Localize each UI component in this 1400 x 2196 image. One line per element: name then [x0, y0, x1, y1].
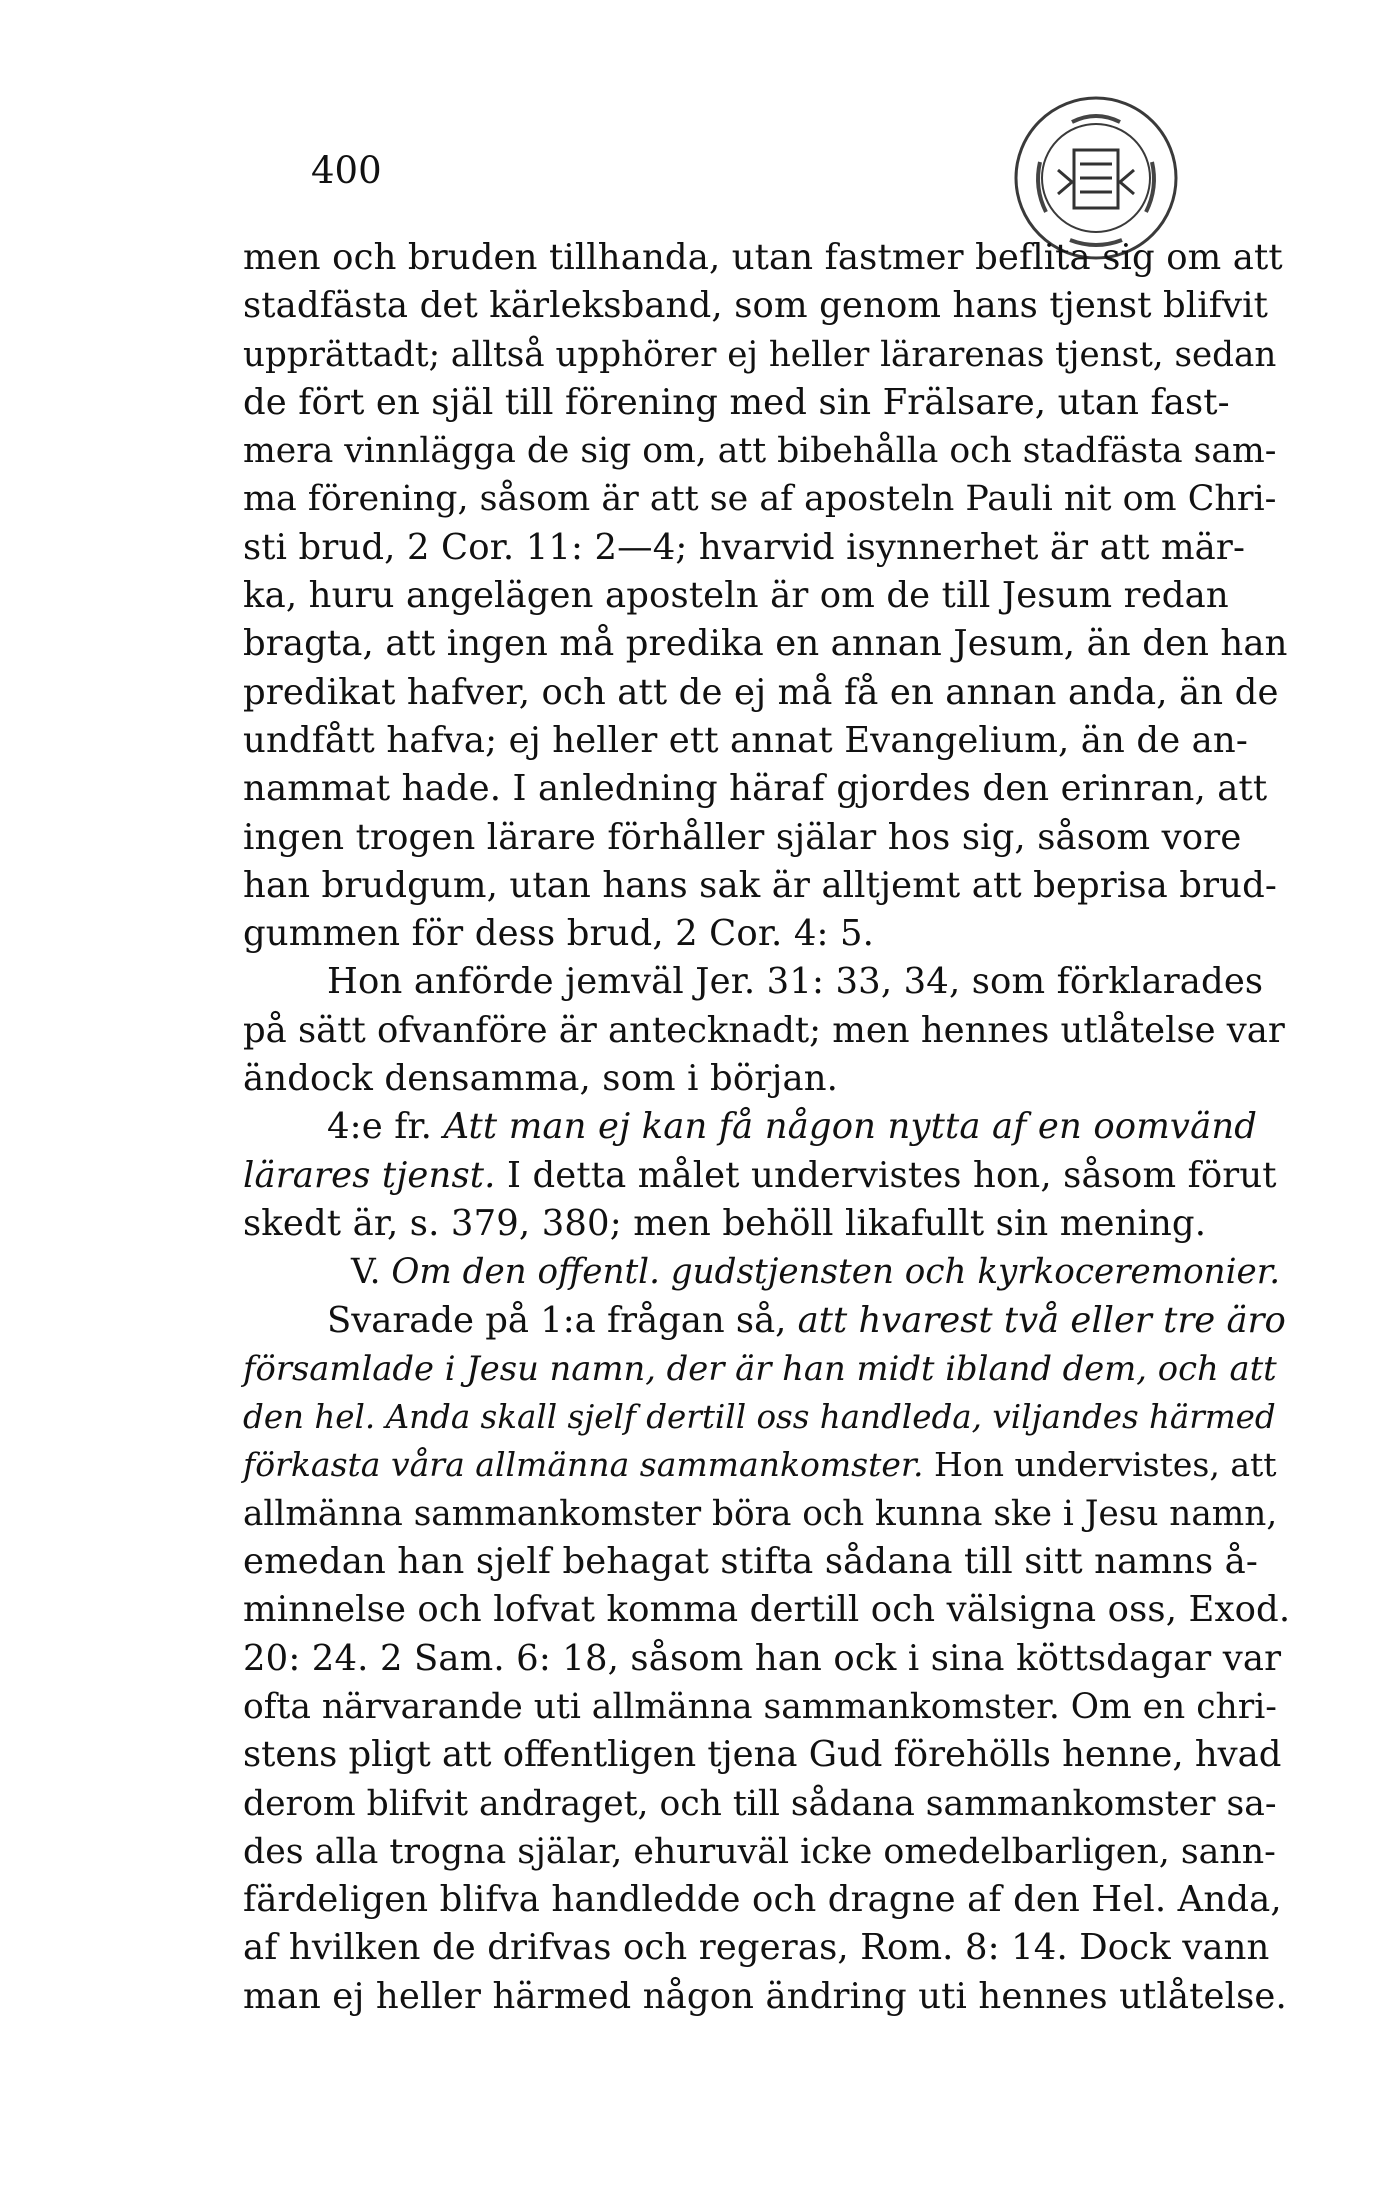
text-line: af hvilken de drifvas och regeras, Rom. 8: 14. Dock vann	[243, 1927, 1270, 1969]
page-number: 400	[311, 149, 382, 192]
text-line	[243, 1297, 1290, 1345]
paragraph-2	[243, 958, 1290, 1103]
text-line: stadfästa det kärleksband, som genom hans tjenst blifvit	[243, 285, 1268, 327]
text-span: I detta målet undervistes hon, såsom förut	[506, 1154, 1277, 1196]
text-span: Hon undervistes, att	[934, 1445, 1277, 1485]
question-title: Att man ej kan få någon nytta af en oomvänd	[443, 1106, 1258, 1148]
text-line: des alla trogna själar, ehuruväl icke omedelbarligen, sann-	[243, 1831, 1276, 1872]
section-heading	[243, 1248, 1290, 1296]
text-line: på sätt ofvanföre är antecknadt; men hennes utlåtelse var	[243, 1009, 1285, 1051]
paragraph-4	[243, 1297, 1290, 2021]
text-line: man ej heller härmed någon ändring uti hennes utlåtelse.	[243, 1975, 1287, 2017]
text-line: upprättadt; alltså upphörer ej heller lärarenas tjenst, sedan	[243, 334, 1277, 375]
text-line	[243, 1345, 1290, 1393]
paragraph-3	[243, 1103, 1290, 1248]
text-line: stens pligt att offentligen tjena Gud förehölls henne, hvad	[243, 1734, 1282, 1776]
text-line: minnelse och lofvat komma dertill och välsigna oss, Exod.	[243, 1589, 1291, 1631]
question-number: 4:e fr.	[327, 1106, 433, 1148]
text-line: gummen för dess brud, 2 Cor. 4: 5.	[243, 913, 875, 955]
text-line: ka, huru angelägen aposteln är om de till Jesum redan	[243, 575, 1229, 617]
text-line: 20: 24. 2 Sam. 6: 18, såsom han ock i sina köttsdagar var	[243, 1637, 1282, 1679]
quoted-answer: församlade i Jesu namn, der är han midt ibland dem, och att	[243, 1348, 1277, 1388]
text-line: de fört en själ till förening med sin Frälsare, utan fast-	[243, 381, 1230, 423]
text-line: mera vinnlägga de sig om, att bibehålla och stadfästa sam-	[243, 431, 1277, 472]
heading-line	[243, 1248, 1290, 1296]
text-line: undfått hafva; ej heller ett annat Evangelium, än de an-	[243, 719, 1248, 761]
page-body	[243, 234, 1290, 2021]
quoted-answer: den hel. Anda skall sjelf dertill oss handleda, viljandes härmed	[243, 1398, 1276, 1437]
text-line	[243, 1393, 1290, 1441]
text-line: Hon anförde jemväl Jer. 31: 33, 34, som förklarades	[327, 961, 1264, 1003]
text-line: bragta, att ingen må predika en annan Jesum, än den han	[243, 623, 1288, 665]
text-span: Svarade på 1:a frågan så,	[327, 1299, 787, 1341]
paragraph-1	[243, 234, 1290, 958]
text-line: ofta närvarande uti allmänna sammankomster. Om en chri-	[243, 1686, 1277, 1727]
text-line: nammat hade. I anledning häraf gjordes den erinran, att	[243, 768, 1268, 810]
text-line: men och bruden tillhanda, utan fastmer beflita sig om att	[243, 237, 1283, 278]
text-line	[243, 1152, 1290, 1200]
text-line: ändock densamma, som i början.	[243, 1058, 839, 1100]
question-title-cont: lärares tjenst.	[243, 1154, 496, 1196]
text-line	[243, 1103, 1290, 1151]
quoted-answer: att hvarest två eller tre äro	[797, 1299, 1286, 1341]
text-line: ingen trogen lärare förhåller själar hos sig, såsom vore	[243, 816, 1242, 858]
quoted-answer: förkasta våra allmänna sammankomster.	[243, 1445, 924, 1485]
text-line: emedan han sjelf behagat stifta sådana till sitt namns å-	[243, 1541, 1259, 1583]
text-line: ma förening, såsom är att se af aposteln Pauli nit om Chri-	[243, 479, 1277, 520]
text-line: allmänna sammankomster böra och kunna ske i Jesu namn,	[243, 1493, 1278, 1534]
text-line: färdeligen blifva handledde och dragne af den Hel. Anda,	[243, 1879, 1282, 1921]
text-line	[243, 1441, 1290, 1489]
text-line: han brudgum, utan hans sak är alltjemt att beprisa brud-	[243, 864, 1278, 906]
text-line: skedt är, s. 379, 380; men behöll likafullt sin mening.	[243, 1202, 1207, 1244]
text-line: derom blifvit andraget, och till sådana sammankomster sa-	[243, 1783, 1277, 1824]
section-numeral: V.	[351, 1252, 381, 1293]
text-line: predikat hafver, och att de ej må få en annan anda, än de	[243, 671, 1279, 713]
text-line: sti brud, 2 Cor. 11: 2—4; hvarvid isynnerhet är att mär-	[243, 526, 1246, 568]
section-title: Om den offentl. gudstjensten och kyrkoceremonier.	[391, 1252, 1281, 1293]
